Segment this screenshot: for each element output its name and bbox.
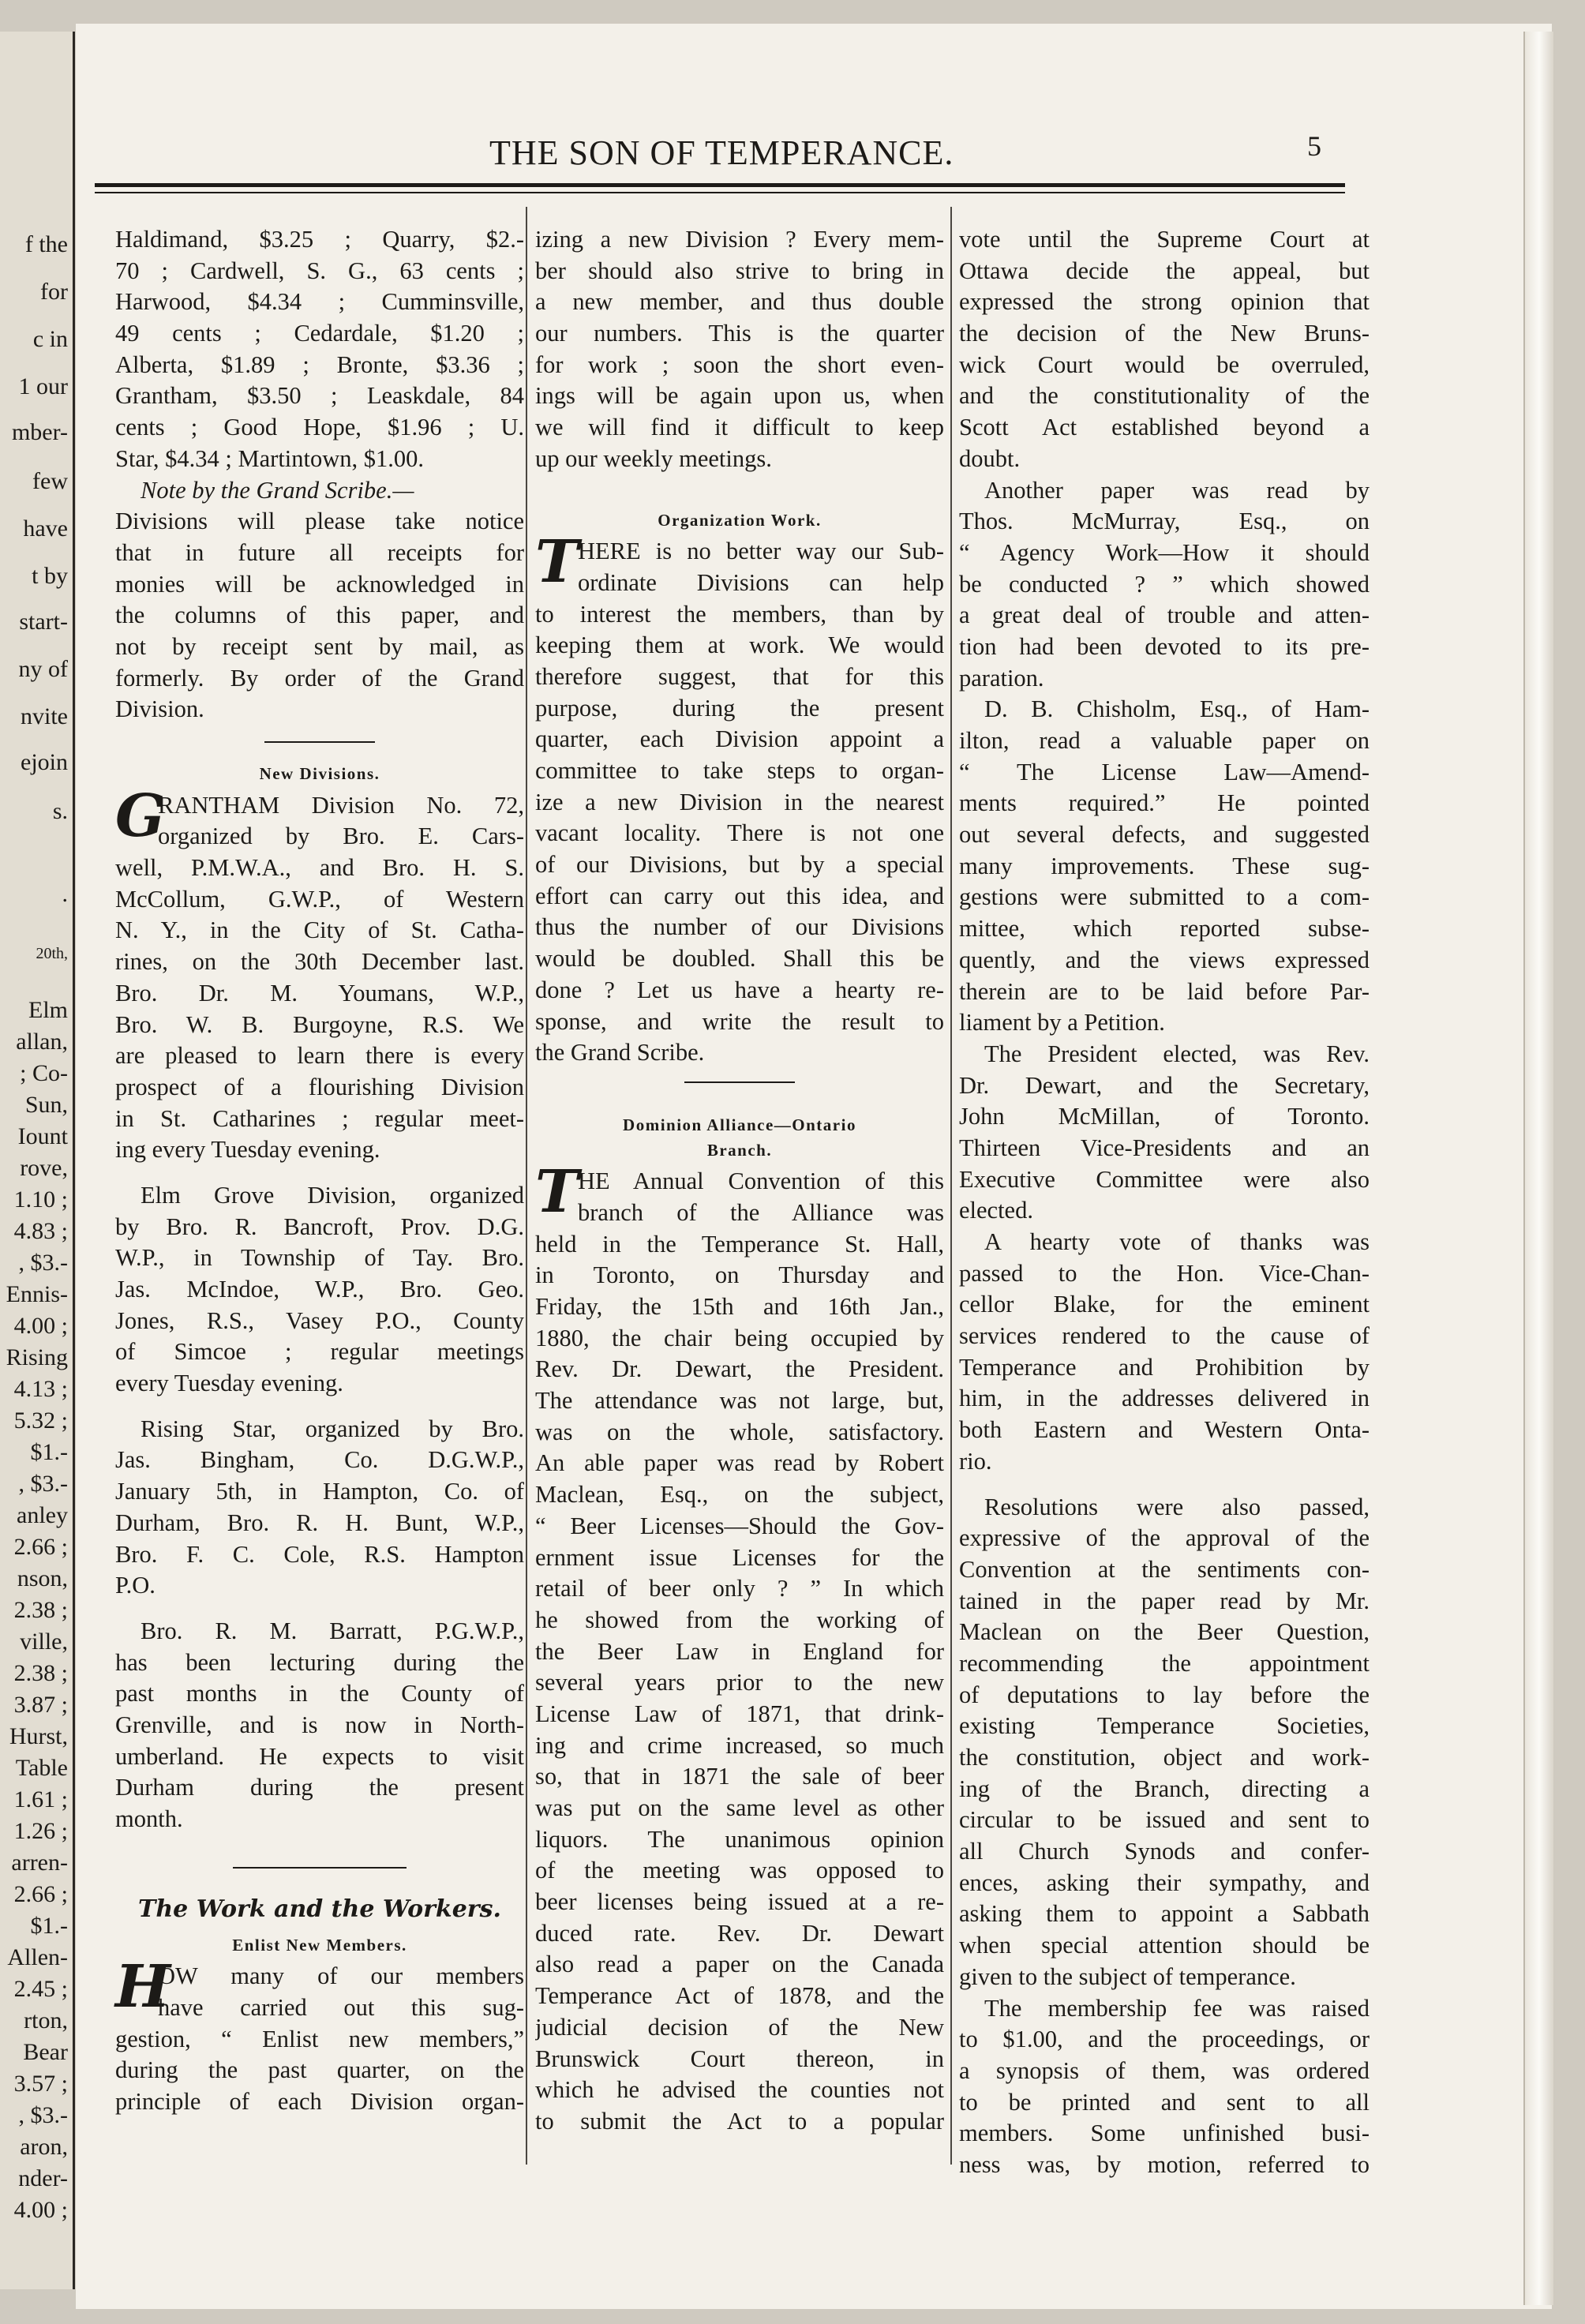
text-line: ilton, read a valuable paper on: [959, 727, 1370, 754]
text-line: the constitution, object and work-: [959, 1744, 1370, 1771]
previous-page-fragment: arren-: [11, 1850, 68, 1876]
paragraph-chisholm: [959, 694, 1370, 1039]
text-line: Jas. McIndoe, W.P., Bro. Geo.: [115, 1276, 524, 1303]
text-line: Thos. McMurray, Esq., on: [959, 508, 1370, 535]
text-line: Friday, the 15th and 16th Jan.,: [535, 1293, 944, 1320]
text-line: Bro. W. B. Burgoyne, R.S. We: [115, 1010, 524, 1038]
column-divider: [950, 207, 952, 2165]
text-line: The President elected, was Rev.: [984, 1040, 1370, 1067]
previous-page-fragment: mber-: [11, 419, 68, 445]
text-line: Jas. Bingham, Co. D.G.W.P.,: [115, 1446, 524, 1474]
text-line: Thirteen Vice-Presidents and an: [959, 1134, 1370, 1161]
section-heading-alliance: Dominion Alliance—Ontario: [623, 1115, 856, 1134]
text-line: principle of each Division organ-: [115, 2088, 524, 2116]
text-line: Divisions will please take notice: [115, 508, 524, 535]
previous-page-fragment: few: [32, 468, 68, 494]
text-line: umberland. He expects to visit: [115, 1742, 524, 1770]
previous-page-edge: [0, 32, 75, 2289]
article-enlist: [115, 1953, 524, 2117]
article-enlist-continued: [535, 224, 944, 475]
previous-page-fragment: , $3.-: [18, 1471, 68, 1497]
header-rule-thin: [95, 192, 1345, 193]
page-edge: [1523, 32, 1553, 2305]
previous-page-fragment: 2.38 ;: [13, 1597, 68, 1623]
previous-page-fragment: 3.87 ;: [13, 1692, 68, 1718]
text-line: sponse, and write the result to: [535, 1007, 944, 1035]
text-line: ing every Tuesday evening.: [115, 1136, 380, 1164]
text-line: every Tuesday evening.: [115, 1370, 343, 1397]
previous-page-fragment: Table: [15, 1755, 68, 1781]
column-divider: [526, 207, 527, 2165]
text-line: 49 cents ; Cedardale, $1.20 ;: [115, 320, 524, 347]
text-line: Division.: [115, 695, 204, 723]
text-line: for work ; soon the short even-: [535, 350, 944, 378]
previous-page-fragment: 1.26 ;: [13, 1818, 68, 1844]
text-line: ing and crime increased, so much: [535, 1731, 944, 1759]
text-line: “ Beer Licenses—Should the Gov-: [535, 1512, 944, 1539]
text-line: be conducted ? ” which showed: [959, 570, 1370, 598]
text-line: Bro. Dr. M. Youmans, W.P.,: [115, 979, 524, 1006]
text-line: retail of beer only ? ” In which: [535, 1575, 944, 1602]
text-line: circular to be issued and sent to: [959, 1806, 1370, 1834]
text-line: gestion, “ Enlist new members,”: [115, 2025, 524, 2052]
text-line: have carried out this sug-: [158, 1994, 524, 2022]
previous-page-fragment: Ennis-: [6, 1281, 68, 1307]
text-line: ber should also strive to bring in: [535, 257, 944, 284]
text-line: month.: [115, 1805, 183, 1832]
text-line: effort can carry out this idea, and: [535, 882, 944, 909]
text-line: prospect of a flourishing Division: [115, 1073, 524, 1100]
text-line: Executive Committee were also: [959, 1165, 1370, 1193]
text-line: expressive of the approval of the: [959, 1524, 1370, 1552]
previous-page-fragment: Hurst,: [9, 1723, 68, 1749]
previous-page-fragment: start-: [19, 609, 68, 635]
text-line: W.P., in Township of Tay. Bro.: [115, 1244, 524, 1272]
previous-page-fragment: 1 our: [18, 373, 68, 399]
previous-page-fragment: nson,: [17, 1565, 68, 1591]
text-line: ernment issue Licenses for the: [535, 1543, 944, 1571]
text-line: RANTHAM Division No. 72,: [158, 791, 524, 819]
text-line: out several defects, and suggested: [959, 821, 1370, 849]
text-line: HERE is no better way our Sub-: [578, 538, 944, 565]
text-line: rio.: [959, 1447, 992, 1475]
text-line: quently, and the views expressed: [959, 946, 1370, 973]
text-line: that in future all receipts for: [115, 538, 524, 566]
previous-page-fragment: 1.10 ;: [13, 1186, 68, 1213]
previous-page-fragment: ny of: [18, 656, 68, 682]
text-line: izing a new Division ? Every mem-: [535, 226, 944, 253]
text-line: Brunswick Court thereon, in: [535, 2045, 944, 2072]
text-line: Rev. Dr. Dewart, the President.: [535, 1355, 944, 1383]
previous-page-fragment: t by: [32, 563, 68, 589]
text-line: our numbers. This is the quarter: [535, 320, 944, 347]
text-line: ings will be again upon us, when: [535, 382, 944, 410]
text-line: Maclean on the Beer Question,: [959, 1618, 1370, 1646]
previous-page-fragment: rton,: [24, 2007, 68, 2034]
section-heading-work-and-workers: The Work and the Workers.: [138, 1895, 501, 1923]
text-line: to submit the Act to a popular: [535, 2107, 944, 2135]
text-line: monies will be acknowledged in: [115, 570, 524, 598]
text-line: beer licenses being issued at a re-: [535, 1888, 944, 1916]
drop-cap: H: [115, 1953, 170, 2022]
text-line: P.O.: [115, 1572, 156, 1599]
text-line: vacant locality. There is not one: [535, 819, 944, 847]
previous-page-fragment: anley: [17, 1502, 68, 1528]
page-title: THE SON OF TEMPERANCE.: [489, 133, 954, 172]
text-line: passed to the Hon. Vice-Chan-: [959, 1259, 1370, 1287]
receipts-list: [115, 224, 524, 475]
previous-page-fragment: Allen-: [7, 1944, 68, 1970]
previous-page-fragment: $1.-: [30, 1913, 68, 1939]
header-rule-thick: [95, 183, 1345, 187]
text-line: Scott Act established beyond a: [959, 414, 1370, 441]
text-line: Jones, R.S., Vasey P.O., County: [115, 1306, 524, 1334]
paragraph-mcmurray: [959, 475, 1370, 695]
previous-page-fragment: ville,: [20, 1629, 68, 1655]
previous-page-fragment: 2.45 ;: [13, 1976, 68, 2002]
text-line: OW many of our members: [158, 1962, 524, 1990]
text-line: duced rate. Rev. Dr. Dewart: [535, 1919, 944, 1947]
text-line: ing of the Branch, directing a: [959, 1775, 1370, 1802]
paragraph-resolutions: [959, 1492, 1370, 1993]
text-line: N. Y., in the City of St. Catha-: [115, 916, 524, 944]
text-line: “ The License Law—Amend-: [959, 758, 1370, 785]
text-line: a great deal of trouble and atten-: [959, 602, 1370, 629]
text-line: quarter, each Division appoint a: [535, 725, 944, 753]
previous-page-fragment: 1.61 ;: [13, 1786, 68, 1812]
text-line: existing Temperance Societies,: [959, 1712, 1370, 1740]
text-line: Dr. Dewart, and the Secretary,: [959, 1071, 1370, 1099]
previous-page-fragment: 20th,: [36, 945, 68, 962]
previous-page-fragment: s.: [52, 798, 68, 824]
paragraph-membership-fee: [959, 1993, 1370, 2181]
text-line: held in the Temperance St. Hall,: [535, 1230, 944, 1258]
column-1: [115, 224, 524, 2118]
previous-page-fragment: $1.-: [30, 1439, 68, 1465]
previous-page-fragment: , $3.-: [18, 2102, 68, 2128]
column-2: [535, 224, 944, 2138]
text-line: liquors. The unanimous opinion: [535, 1825, 944, 1853]
text-line: several years prior to the new: [535, 1669, 944, 1696]
text-line: of the meeting was opposed to: [535, 1857, 944, 1884]
previous-page-fragment: have: [23, 515, 68, 542]
text-line: by Bro. R. Bancroft, Prov. D.G.: [115, 1213, 524, 1240]
previous-page-fragment: for: [40, 279, 68, 305]
text-line: not by receipt sent by mail, as: [115, 632, 524, 660]
previous-page-fragment: aron,: [20, 2134, 68, 2160]
text-line: so, that in 1871 the sale of beer: [535, 1763, 944, 1790]
text-line: tion had been devoted to its pre-: [959, 632, 1370, 660]
text-line: gestions were submitted to a com-: [959, 883, 1370, 911]
text-line: all Church Synods and confer-: [959, 1838, 1370, 1865]
text-line: which he advised the counties not: [535, 2076, 944, 2104]
text-line: January 5th, in Hampton, Co. of: [115, 1478, 524, 1505]
text-line: the columns of this paper, and: [115, 602, 524, 629]
text-line: in St. Catharines ; regular meet-: [115, 1104, 524, 1132]
text-line: vote until the Supreme Court at: [959, 226, 1370, 253]
drop-cap: T: [535, 528, 579, 597]
text-line: Another paper was read by: [984, 476, 1370, 504]
text-line: therein are to be laid before Par-: [959, 977, 1370, 1005]
text-line: Bro. R. M. Barratt, P.G.W.P.,: [141, 1617, 524, 1644]
text-line: Temperance Act of 1878, and the: [535, 1982, 944, 2010]
text-line: 1880, the chair being occupied by: [535, 1324, 944, 1351]
previous-page-fragment: f the: [24, 231, 68, 257]
text-line: purpose, during the present: [535, 694, 944, 722]
text-line: ize a new Division in the nearest: [535, 788, 944, 815]
text-line: the Beer Law in England for: [535, 1637, 944, 1665]
text-line: D. B. Chisholm, Esq., of Ham-: [984, 695, 1370, 723]
text-line: ordinate Divisions can help: [578, 568, 944, 596]
previous-page-fragment: 5.32 ;: [13, 1408, 68, 1434]
previous-page-fragment: 4.13 ;: [13, 1376, 68, 1402]
article-organization: [535, 528, 944, 1069]
previous-page-fragment: nder-: [18, 2165, 68, 2191]
previous-page-fragment: 2.66 ;: [13, 1881, 68, 1907]
text-line: to interest the members, than by: [535, 600, 944, 628]
text-line: Maclean, Esq., on the subject,: [535, 1481, 944, 1509]
text-line: wick Court would be overruled,: [959, 350, 1370, 378]
text-line: the Grand Scribe.: [535, 1039, 705, 1066]
text-line: many improvements. These sug-: [959, 852, 1370, 879]
text-line: Haldimand, $3.25 ; Quarry, $2.-: [115, 226, 524, 253]
text-line: Elm Grove Division, organized: [141, 1181, 524, 1209]
text-line: judicial decision of the New: [535, 2013, 944, 2041]
text-line: are pleased to learn there is every: [115, 1042, 524, 1070]
text-line: 70 ; Cardwell, S. G., 63 cents ;: [115, 257, 524, 284]
paragraph-president: [959, 1039, 1370, 1227]
previous-page-fragment: 4.00 ;: [13, 1313, 68, 1339]
text-line: John McMillan, of Toronto.: [959, 1103, 1370, 1130]
divider: [684, 1081, 795, 1083]
text-line: The membership fee was raised: [984, 1994, 1370, 2022]
text-line: elected.: [959, 1197, 1033, 1224]
text-line: Grantham, $3.50 ; Leaskdale, 84: [115, 382, 524, 410]
text-line: was put on the same level as other: [535, 1794, 944, 1821]
text-line: and the constitutionality of the: [959, 382, 1370, 410]
text-line: HE Annual Convention of this: [578, 1168, 944, 1195]
drop-cap: G: [115, 782, 166, 850]
text-line: formerly. By order of the Grand: [115, 664, 524, 692]
text-line: past months in the County of: [115, 1680, 524, 1707]
article-grantham: [115, 782, 524, 1166]
text-line: asking them to appoint a Sabbath: [959, 1900, 1370, 1928]
article-alliance-continued: [959, 224, 1370, 475]
text-line: Durham during the present: [115, 1774, 524, 1801]
text-line: Durham, Bro. R. H. Bunt, W.P.,: [115, 1509, 524, 1536]
text-line: A hearty vote of thanks was: [984, 1228, 1370, 1255]
text-line: a new member, and thus double: [535, 288, 944, 316]
text-line: tained in the paper read by Mr.: [959, 1587, 1370, 1614]
article-barratt: [115, 1616, 524, 1835]
text-line: we will find it difficult to keep: [535, 414, 944, 441]
text-line: McCollum, G.W.P., of Western: [115, 885, 524, 913]
text-line: The attendance was not large, but,: [535, 1387, 944, 1415]
previous-page-fragment: Rising: [6, 1344, 68, 1370]
previous-page-fragment: c in: [32, 326, 68, 352]
text-line: Ottawa decide the appeal, but: [959, 257, 1370, 284]
text-line: An able paper was read by Robert: [535, 1449, 944, 1477]
previous-page-fragment: Iount: [17, 1123, 68, 1149]
text-line: Temperance and Prohibition by: [959, 1353, 1370, 1381]
text-line: up our weekly meetings.: [535, 444, 772, 472]
text-line: was on the whole, satisfactory.: [535, 1418, 944, 1445]
text-line: License Law of 1871, that drink-: [535, 1700, 944, 1727]
previous-page-fragment: 4.83 ;: [13, 1218, 68, 1244]
previous-page-fragment: .: [62, 881, 68, 907]
previous-page-fragment: Sun,: [24, 1092, 68, 1118]
section-heading-enlist: Enlist New Members.: [232, 1935, 407, 1955]
text-line: Resolutions were also passed,: [984, 1493, 1370, 1520]
previous-page-fragment: 4.00 ;: [13, 2197, 68, 2223]
previous-page-fragment: Elm: [28, 997, 68, 1023]
previous-page-fragment: , $3.-: [18, 1250, 68, 1276]
section-heading-alliance-branch: Branch.: [706, 1140, 773, 1160]
divider: [264, 741, 375, 743]
text-line: the decision of the New Bruns-: [959, 320, 1370, 347]
text-line: therefore suggest, that for this: [535, 662, 944, 690]
text-line: a synopsis of them, was ordered: [959, 2056, 1370, 2084]
text-line: would be doubled. Shall this be: [535, 945, 944, 973]
previous-page-fragment: ejoin: [21, 749, 68, 775]
previous-page-fragment: 2.38 ;: [13, 1660, 68, 1686]
text-line: members. Some unfinished busi-: [959, 2120, 1370, 2147]
text-line: to $1.00, and the proceedings, or: [959, 2026, 1370, 2053]
text-line: “ Agency Work—How it should: [959, 538, 1370, 566]
text-line: him, in the addresses delivered in: [959, 1385, 1370, 1412]
text-line: both Eastern and Western Onta-: [959, 1416, 1370, 1444]
divider: [233, 1867, 407, 1869]
note-label: Note by the Grand Scribe.—: [141, 476, 414, 504]
text-line: Rising Star, organized by Bro.: [141, 1415, 524, 1442]
previous-page-fragment: ; Co-: [20, 1060, 68, 1086]
text-line: also read a paper on the Canada: [535, 1951, 944, 1978]
section-heading-new-divisions: New Divisions.: [259, 764, 380, 783]
previous-page-fragment: 2.66 ;: [13, 1534, 68, 1560]
text-line: of deputations to lay before the: [959, 1681, 1370, 1708]
article-alliance: [535, 1158, 944, 2137]
text-line: he showed from the working of: [535, 1606, 944, 1633]
text-line: Bro. F. C. Cole, R.S. Hampton: [115, 1540, 524, 1568]
text-line: organized by Bro. E. Cars-: [158, 823, 524, 850]
article-elm-grove: [115, 1180, 524, 1400]
previous-page-fragment: 3.57 ;: [13, 2071, 68, 2097]
text-line: ences, asking their sympathy, and: [959, 1869, 1370, 1896]
text-line: expressed the strong opinion that: [959, 288, 1370, 316]
text-line: well, P.M.W.A., and Bro. H. S.: [115, 854, 524, 882]
text-line: thus the number of our Divisions: [535, 913, 944, 941]
section-heading-organization: Organization Work.: [658, 510, 822, 530]
text-line: to be printed and sent to all: [959, 2088, 1370, 2116]
previous-page-fragment: rove,: [20, 1155, 68, 1181]
text-line: Star, $4.34 ; Martintown, $1.00.: [115, 444, 425, 472]
text-line: mittee, which reported subse-: [959, 915, 1370, 943]
text-line: of our Divisions, but by a special: [535, 851, 944, 879]
text-line: rines, on the 30th December last.: [115, 948, 524, 976]
text-line: ness was, by motion, referred to: [959, 2150, 1370, 2178]
previous-page-fragment: allan,: [16, 1029, 68, 1055]
article-rising-star: [115, 1414, 524, 1602]
text-line: keeping them at work. We would: [535, 632, 944, 659]
text-line: liament by a Petition.: [959, 1009, 1165, 1036]
text-line: when special attention should be: [959, 1932, 1370, 1959]
drop-cap: T: [535, 1158, 579, 1227]
text-line: Harwood, $4.34 ; Cumminsville,: [115, 288, 524, 316]
text-line: doubt.: [959, 444, 1021, 472]
text-line: Convention at the sentiments con-: [959, 1555, 1370, 1583]
text-line: committee to take steps to organ-: [535, 757, 944, 784]
text-line: has been lecturing during the: [115, 1648, 524, 1676]
text-line: services rendered to the cause of: [959, 1322, 1370, 1350]
paragraph-vote-of-thanks: [959, 1227, 1370, 1478]
text-line: Grenville, and is now in North-: [115, 1711, 524, 1738]
previous-page-fragment: nvite: [21, 703, 68, 729]
text-line: cents ; Good Hope, $1.96 ; U.: [115, 414, 524, 441]
text-line: Alberta, $1.89 ; Bronte, $3.36 ;: [115, 350, 524, 378]
text-line: done ? Let us have a hearty re-: [535, 976, 944, 1003]
text-line: cellor Blake, for the eminent: [959, 1291, 1370, 1318]
text-line: given to the subject of temperance.: [959, 1962, 1296, 1990]
text-line: branch of the Alliance was: [578, 1198, 944, 1226]
text-line: paration.: [959, 664, 1044, 692]
text-line: recommending the appointment: [959, 1649, 1370, 1677]
grand-scribe-note: [115, 475, 524, 726]
text-line: ments required.” He pointed: [959, 789, 1370, 817]
text-line: during the past quarter, on the: [115, 2056, 524, 2084]
text-line: of Simcoe ; regular meetings: [115, 1338, 524, 1366]
text-line: in Toronto, on Thursday and: [535, 1261, 944, 1289]
previous-page-fragment: Bear: [23, 2039, 68, 2065]
column-3: [959, 224, 1370, 2181]
page-number: 5: [1307, 130, 1321, 162]
